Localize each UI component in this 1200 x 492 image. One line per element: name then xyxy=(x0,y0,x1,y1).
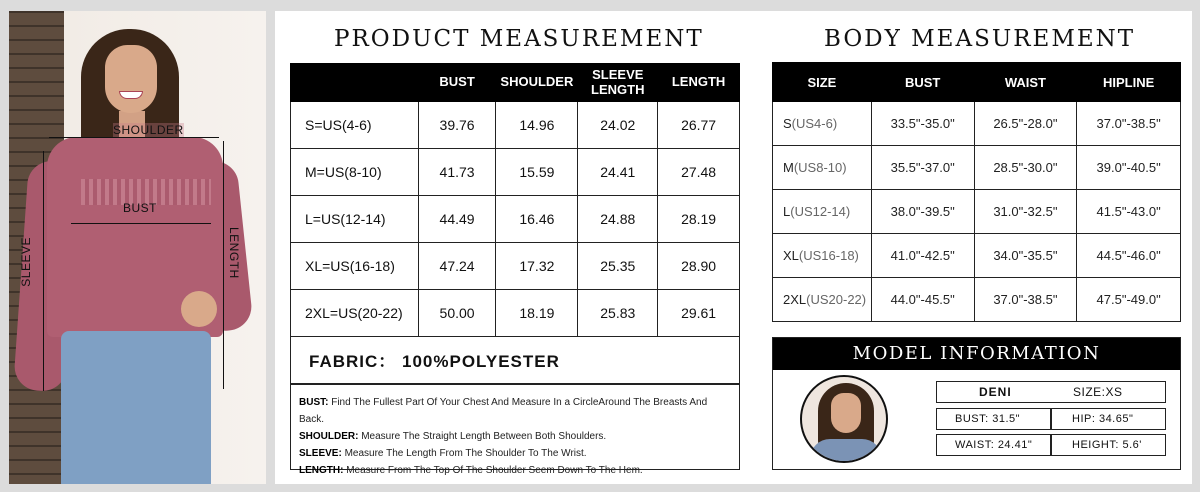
size-letter: XL xyxy=(783,248,799,263)
bust-cell: 44.49 xyxy=(418,196,496,243)
table-row xyxy=(291,243,740,290)
model-name-cell xyxy=(936,381,1166,403)
size-cell xyxy=(773,190,872,234)
fabric-info: FABRIC： 100%POLYESTER xyxy=(290,336,740,384)
hip-cell: 39.0"-40.5" xyxy=(1077,146,1181,190)
bust-cell: 44.0"-45.5" xyxy=(871,278,974,322)
hip-cell: 44.5"-46.0" xyxy=(1077,234,1181,278)
table-header-row xyxy=(291,64,740,102)
sleeve-cell: 24.88 xyxy=(578,196,658,243)
bust-cell: 50.00 xyxy=(418,290,496,337)
shoulder-cell: 14.96 xyxy=(496,102,578,149)
jeans xyxy=(61,331,211,484)
note-term: SLEEVE: xyxy=(299,448,342,459)
model-hand xyxy=(181,291,217,327)
header-cell xyxy=(291,64,419,102)
model-size: SIZE:XS xyxy=(1073,385,1123,399)
size-cell xyxy=(773,102,872,146)
length-cell: 27.48 xyxy=(658,149,740,196)
header-cell: BUST xyxy=(871,63,974,102)
size-cell xyxy=(773,146,872,190)
size-us: (US20-22) xyxy=(806,292,867,307)
size-cell: XL=US(16-18) xyxy=(291,243,419,290)
length-cell: 28.19 xyxy=(658,196,740,243)
size-letter: S xyxy=(783,116,792,131)
hip-cell: 41.5"-43.0" xyxy=(1077,190,1181,234)
avatar-shirt xyxy=(810,439,882,463)
waist-cell: 34.0"-35.5" xyxy=(974,234,1077,278)
model-bust: BUST: 31.5" xyxy=(936,408,1051,430)
bust-cell: 47.24 xyxy=(418,243,496,290)
table-row xyxy=(291,102,740,149)
sleeve-label: SLEEVE xyxy=(19,237,33,287)
shoulder-cell: 16.46 xyxy=(496,196,578,243)
note-shoulder xyxy=(299,428,731,445)
table-header-row xyxy=(773,63,1181,102)
shoulder-label: SHOULDER xyxy=(113,123,184,137)
bust-cell: 35.5"-37.0" xyxy=(871,146,974,190)
header-cell: SIZE xyxy=(773,63,872,102)
size-chart-panel xyxy=(275,11,1192,484)
size-cell: S=US(4-6) xyxy=(291,102,419,149)
bust-cell: 39.76 xyxy=(418,102,496,149)
avatar xyxy=(800,375,888,463)
note-text: Find The Fullest Part Of Your Chest And Measure In a CircleAround The Breasts And Back. xyxy=(299,397,708,425)
measurement-notes xyxy=(290,384,740,476)
product-measurement-table xyxy=(290,63,740,337)
bust-cell: 41.73 xyxy=(418,149,496,196)
table-row xyxy=(773,234,1181,278)
size-cell: 2XL=US(20-22) xyxy=(291,290,419,337)
size-letter: L xyxy=(783,204,791,219)
body-measurement-table xyxy=(772,62,1181,322)
table-row xyxy=(773,278,1181,322)
size-cell xyxy=(773,234,872,278)
bust-cell: 33.5"-35.0" xyxy=(871,102,974,146)
bust-label: BUST xyxy=(123,201,158,215)
header-cell: WAIST xyxy=(974,63,1077,102)
shoulder-cell: 18.19 xyxy=(496,290,578,337)
table-row xyxy=(291,290,740,337)
model-name: DENI xyxy=(979,385,1012,399)
note-length xyxy=(299,462,731,479)
size-cell: L=US(12-14) xyxy=(291,196,419,243)
length-line xyxy=(223,141,224,389)
bust-line xyxy=(71,223,211,224)
table-row xyxy=(291,149,740,196)
model-waist: WAIST: 24.41" xyxy=(936,434,1051,456)
waist-cell: 31.0"-32.5" xyxy=(974,190,1077,234)
length-cell: 29.61 xyxy=(658,290,740,337)
sleeve-cell: 24.41 xyxy=(578,149,658,196)
length-cell: 26.77 xyxy=(658,102,740,149)
size-us: (US8-10) xyxy=(793,160,847,175)
note-term: SHOULDER: xyxy=(299,431,359,442)
length-cell: 28.90 xyxy=(658,243,740,290)
bust-cell: 38.0"-39.5" xyxy=(871,190,974,234)
size-cell: M=US(8-10) xyxy=(291,149,419,196)
header-cell: HIPLINE xyxy=(1077,63,1181,102)
hip-cell: 37.0"-38.5" xyxy=(1077,102,1181,146)
note-term: BUST: xyxy=(299,397,329,408)
size-us: (US4-6) xyxy=(791,116,838,131)
model-hip: HIP: 34.65" xyxy=(1051,408,1166,430)
model-face xyxy=(105,45,157,113)
note-text: Measure The Length From The Shoulder To The Wrist. xyxy=(341,448,587,459)
size-cell xyxy=(773,278,872,322)
waist-cell: 26.5"-28.0" xyxy=(974,102,1077,146)
note-sleeve xyxy=(299,445,731,462)
sleeve-cell: 25.83 xyxy=(578,290,658,337)
body-measurement-title: BODY MEASUREMENT xyxy=(824,26,1136,52)
hip-cell: 47.5"-49.0" xyxy=(1077,278,1181,322)
sleeve-line xyxy=(43,151,44,391)
sleeve-cell: 25.35 xyxy=(578,243,658,290)
waist-cell: 37.0"-38.5" xyxy=(974,278,1077,322)
model-height: HEIGHT: 5.6' xyxy=(1051,434,1166,456)
table-row xyxy=(773,102,1181,146)
length-label: LENGTH xyxy=(227,227,241,279)
shoulder-line xyxy=(49,137,219,138)
shoulder-cell: 15.59 xyxy=(496,149,578,196)
model-information-box xyxy=(772,337,1181,470)
size-letter: 2XL xyxy=(783,292,807,307)
note-term: LENGTH: xyxy=(299,465,344,476)
header-cell xyxy=(578,64,658,102)
header-cell: LENGTH xyxy=(658,64,740,102)
size-letter: M xyxy=(783,160,794,175)
table-row xyxy=(773,146,1181,190)
table-row xyxy=(291,196,740,243)
waist-cell: 28.5"-30.0" xyxy=(974,146,1077,190)
sleeve-length-header: SLEEVE LENGTH xyxy=(591,67,645,97)
sleeve-cell: 24.02 xyxy=(578,102,658,149)
header-cell: SHOULDER xyxy=(496,64,578,102)
note-text: Measure From The Top Of The Shoulder Seem Down To The Hem. xyxy=(343,465,643,476)
size-us: (US16-18) xyxy=(798,248,859,263)
shoulder-cell: 17.32 xyxy=(496,243,578,290)
model-information-title: MODEL INFORMATION xyxy=(773,338,1180,370)
note-bust xyxy=(299,394,731,428)
table-row xyxy=(773,190,1181,234)
avatar-face xyxy=(831,393,861,433)
size-us: (US12-14) xyxy=(790,204,851,219)
note-text: Measure The Straight Length Between Both Shoulders. xyxy=(358,431,607,442)
model-photo xyxy=(9,11,266,484)
header-cell: BUST xyxy=(418,64,496,102)
bust-cell: 41.0"-42.5" xyxy=(871,234,974,278)
product-measurement-title: PRODUCT MEASUREMENT xyxy=(334,26,704,52)
